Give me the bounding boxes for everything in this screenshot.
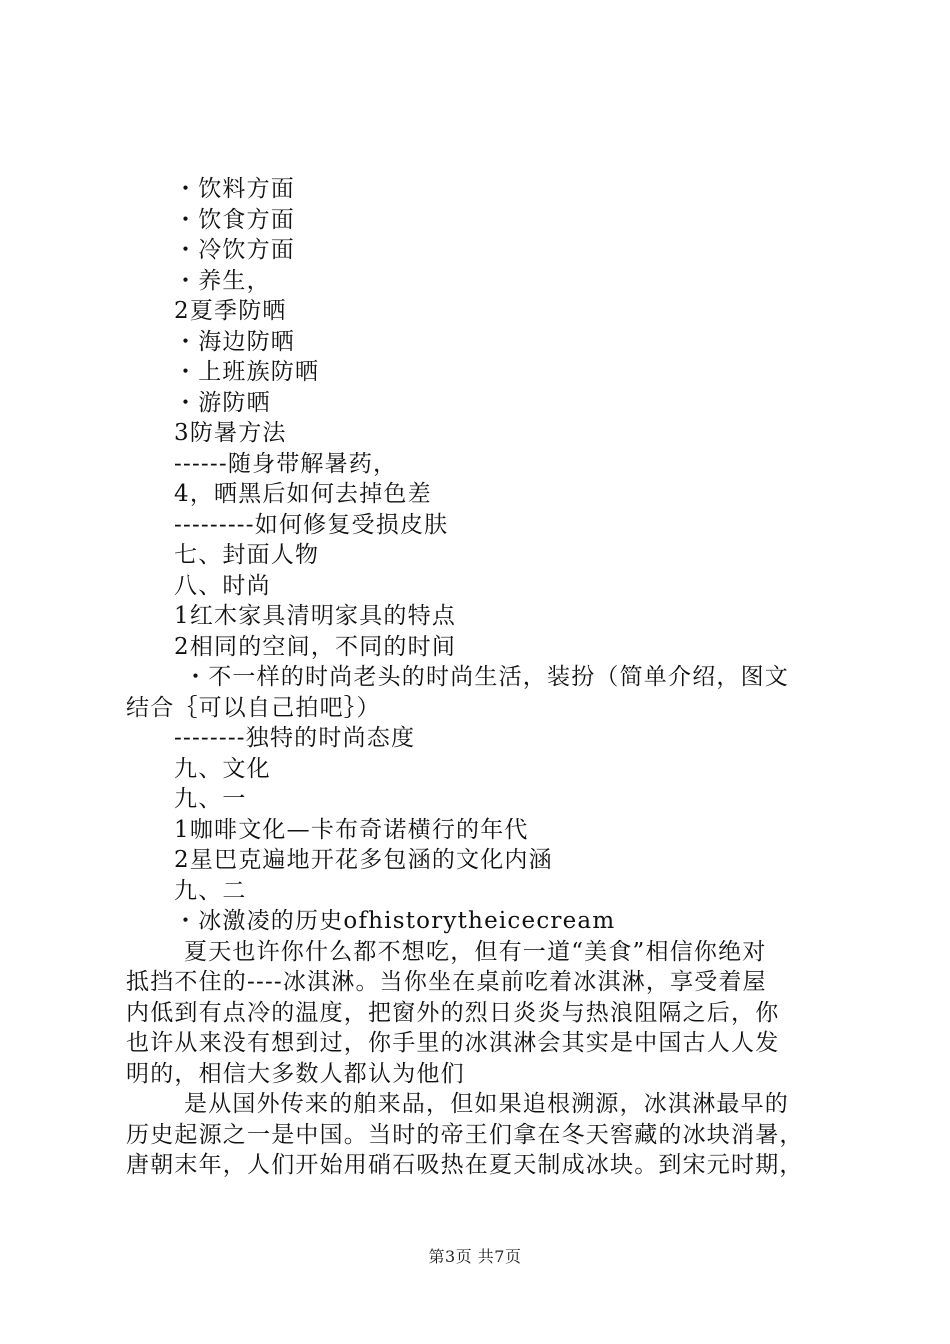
paragraph-line: 也许从来没有想到过，你手里的冰淇淋会其实是中国古人人发: [126, 1030, 780, 1056]
document-body: [126, 174, 834, 1181]
text-line: ------随身带解暑药，: [174, 450, 398, 477]
text-line: 2星巴克遍地开花多包涵的文化内涵: [174, 847, 553, 873]
text-line: ・冰激凌的历史ofhistorytheicecream: [174, 908, 616, 934]
text-line: ・养生，: [174, 267, 271, 294]
paragraph-line: 历史起源之一是中国。当时的帝王们拿在冬天窖藏的冰块消暑，: [126, 1121, 804, 1148]
text-line: ・游防晒: [174, 389, 271, 416]
paragraph-line: 明的，相信大多数人都认为他们: [126, 1060, 465, 1087]
text-line: --------独特的时尚态度: [174, 725, 416, 751]
text-line: ・冷饮方面: [174, 237, 295, 263]
paragraph-line: 抵挡不住的----冰淇淋。当你坐在桌前吃着冰淇淋，享受着屋: [126, 969, 767, 995]
paragraph-line: 是从国外传来的舶来品，但如果追根溯源，冰淇淋最早的: [184, 1091, 789, 1117]
text-line: ・不一样的时尚老头的时尚生活，装扮（简单介绍，图文: [184, 664, 789, 690]
text-line: ・海边防晒: [174, 328, 295, 355]
text-line: ---------如何修复受损皮肤: [174, 511, 449, 538]
text-line: 结合｛可以自己拍吧｝）: [126, 694, 381, 721]
text-line: 2相同的空间，不同的时间: [174, 633, 457, 660]
paragraph-line: 夏天也许你什么都不想吃，但有一道“美食”相信你绝对: [184, 938, 767, 965]
section-heading: 九、文化: [174, 755, 271, 782]
section-heading: 九、一: [174, 786, 247, 812]
text-line: 1红木家具清明家具的特点: [174, 603, 457, 629]
section-heading: 九、二: [174, 877, 247, 904]
paragraph-line: 唐朝末年，人们开始用硝石吸热在夏天制成冰块。到宋元时期，: [126, 1152, 804, 1178]
section-heading: 八、时尚: [174, 572, 271, 599]
section-heading: 七、封面人物: [174, 542, 320, 568]
text-line: ・饮食方面: [174, 206, 295, 233]
paragraph-line: 内低到有点冷的温度，把窗外的烈日炎炎与热浪阻隔之后，你: [126, 999, 780, 1026]
page-footer: 第3页 共7页: [428, 1247, 522, 1266]
text-line: 2夏季防晒: [174, 298, 287, 324]
text-line: 1咖啡文化—卡布奇诺横行的年代: [174, 816, 529, 843]
text-line: ・饮料方面: [174, 176, 295, 202]
text-line: 4，晒黑后如何去掉色差: [174, 481, 432, 507]
text-line: 3防暑方法: [174, 420, 287, 446]
text-line: ・上班族防晒: [174, 359, 320, 385]
